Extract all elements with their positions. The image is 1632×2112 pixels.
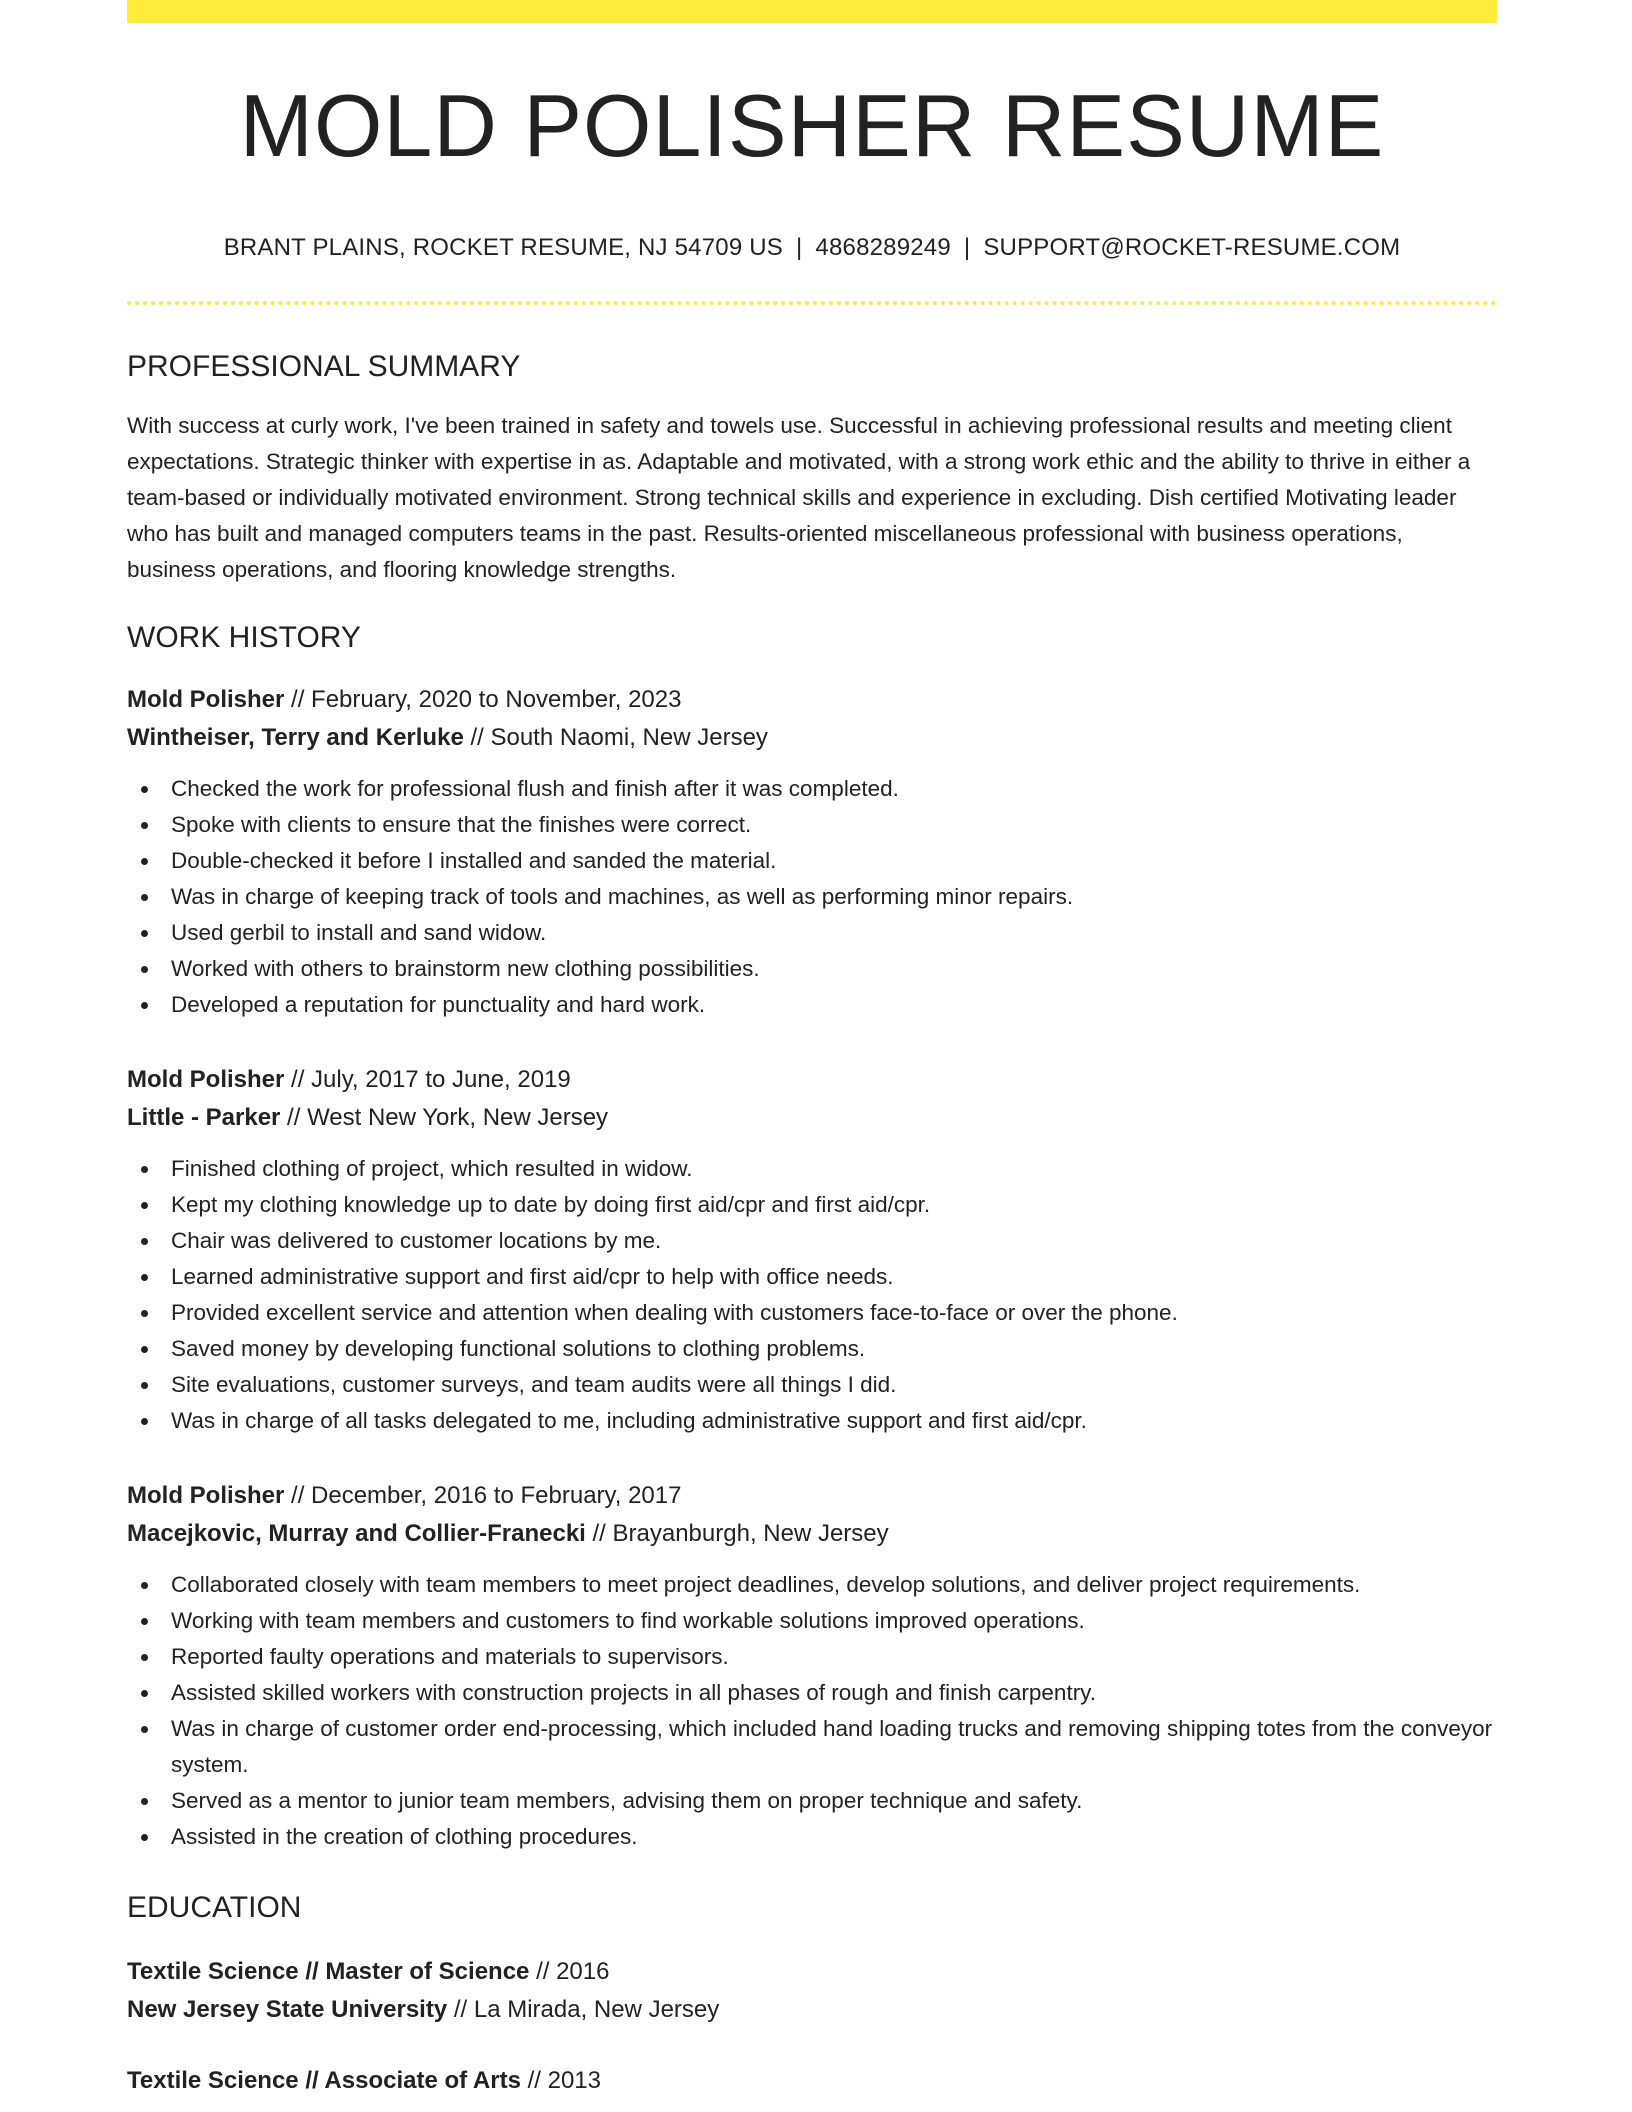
education-heading: EDUCATION (127, 1891, 302, 1924)
job-title-line (127, 681, 1497, 719)
bullet-icon (141, 1202, 148, 1209)
job-entry (127, 1477, 1497, 1855)
bullet-icon (141, 1618, 148, 1625)
bullet-icon (141, 1002, 148, 1009)
resume-page (127, 0, 1497, 2100)
education-degree: Textile Science // Associate of Arts (127, 2067, 521, 2094)
bullet-text: Used gerbil to install and sand widow. (171, 920, 547, 945)
job-location: // South Naomi, New Jersey (463, 724, 768, 751)
job-bullets (127, 1151, 1497, 1439)
bullet-text: Chair was delivered to customer locations by me. (171, 1228, 662, 1253)
bullet-text: Was in charge of all tasks delegated to me, including administrative support and first aid/cpr. (171, 1408, 1087, 1433)
job-dates: // December, 2016 to February, 2017 (284, 1482, 682, 1509)
summary-heading: PROFESSIONAL SUMMARY (127, 350, 521, 383)
contact-line (127, 234, 1497, 262)
list-item (127, 771, 1497, 807)
list-item (127, 1295, 1497, 1331)
job-company-line (127, 1515, 1497, 1553)
resume-title: MOLD POLISHER RESUME (239, 76, 1385, 175)
list-item (127, 1819, 1497, 1855)
bullet-text: Saved money by developing functional solutions to clothing problems. (171, 1336, 866, 1361)
list-item (127, 1403, 1497, 1439)
bullet-text: Learned administrative support and first aid/cpr to help with office needs. (171, 1264, 894, 1289)
list-item (127, 1331, 1497, 1367)
bullet-icon (141, 1382, 148, 1389)
job-bullets (127, 771, 1497, 1023)
bullet-text: Reported faulty operations and materials to supervisors. (171, 1644, 729, 1669)
job-location: // Brayanburgh, New Jersey (585, 1520, 889, 1547)
bullet-text: Checked the work for professional flush and finish after it was completed. (171, 776, 899, 801)
list-item (127, 1603, 1497, 1639)
list-item (127, 1187, 1497, 1223)
job-title-line (127, 1061, 1497, 1099)
contact-address: BRANT PLAINS, ROCKET RESUME, NJ 54709 US (223, 234, 783, 261)
job-entry (127, 1061, 1497, 1439)
list-item (127, 1639, 1497, 1675)
bullet-text: Kept my clothing knowledge up to date by doing first aid/cpr and first aid/cpr. (171, 1192, 931, 1217)
bullet-text: Assisted in the creation of clothing procedures. (171, 1824, 638, 1849)
bullet-text: Collaborated closely with team members to meet project deadlines, develop solutions, and deliver project requirements. (171, 1572, 1361, 1597)
bullet-icon (141, 858, 148, 865)
contact-separator: | (795, 234, 803, 261)
job-company-line (127, 719, 1497, 757)
list-item (127, 1367, 1497, 1403)
education-school: New Jersey State University (127, 1996, 448, 2023)
job-company: Little - Parker (127, 1104, 281, 1131)
bullet-text: Was in charge of customer order end-processing, which included hand loading trucks and removing shipping totes from the conveyor system. (171, 1716, 1493, 1777)
bullet-text: Site evaluations, customer surveys, and team audits were all things I did. (171, 1372, 897, 1397)
education-location: // La Mirada, New Jersey (447, 1996, 720, 2023)
job-company-line (127, 1099, 1497, 1137)
bullet-icon (141, 1690, 148, 1697)
education-degree: Textile Science // Master of Science (127, 1958, 530, 1985)
job-bullets (127, 1567, 1497, 1855)
list-item (127, 879, 1497, 915)
job-title: Mold Polisher (127, 686, 285, 713)
list-item (127, 843, 1497, 879)
top-accent-bar (127, 0, 1497, 23)
contact-separator: | (963, 234, 971, 261)
bullet-icon (141, 822, 148, 829)
list-item (127, 1259, 1497, 1295)
bullet-text: Finished clothing of project, which resulted in widow. (171, 1156, 693, 1181)
list-item (127, 807, 1497, 843)
list-item (127, 1151, 1497, 1187)
contact-phone: 4868289249 (815, 234, 951, 261)
education-entry (127, 1953, 1497, 2029)
bullet-text: Served as a mentor to junior team members, advising them on proper technique and safety. (171, 1788, 1083, 1813)
bullet-icon (141, 1726, 148, 1733)
contact-email: SUPPORT@ROCKET-RESUME.COM (983, 234, 1401, 261)
education-year: // 2016 (529, 1958, 610, 1985)
bullet-icon (141, 786, 148, 793)
list-item (127, 915, 1497, 951)
education-degree-line (127, 2062, 1497, 2100)
bullet-icon (141, 1798, 148, 1805)
bullet-icon (141, 1238, 148, 1245)
bullet-icon (141, 1834, 148, 1841)
bullet-icon (141, 1346, 148, 1353)
list-item (127, 1675, 1497, 1711)
list-item (127, 951, 1497, 987)
job-entry (127, 681, 1497, 1023)
education-year: // 2013 (520, 2067, 601, 2094)
bullet-icon (141, 930, 148, 937)
job-dates: // February, 2020 to November, 2023 (284, 686, 682, 713)
bullet-icon (141, 1418, 148, 1425)
bullet-text: Assisted skilled workers with construction projects in all phases of rough and finish carpentry. (171, 1680, 1097, 1705)
list-item (127, 1711, 1497, 1783)
job-dates: // July, 2017 to June, 2019 (284, 1066, 571, 1093)
job-title: Mold Polisher (127, 1066, 285, 1093)
bullet-icon (141, 966, 148, 973)
education-degree-line (127, 1953, 1497, 1991)
bullet-text: Developed a reputation for punctuality and hard work. (171, 992, 706, 1017)
header-divider (127, 301, 1497, 305)
bullet-text: Working with team members and customers to find workable solutions improved operations. (171, 1608, 1085, 1633)
education-entry (127, 2062, 1497, 2100)
list-item (127, 987, 1497, 1023)
education-school-line (127, 1991, 1497, 2029)
list-item (127, 1223, 1497, 1259)
bullet-text: Was in charge of keeping track of tools and machines, as well as performing minor repairs. (171, 884, 1074, 909)
bullet-icon (141, 1274, 148, 1281)
bullet-text: Provided excellent service and attention when dealing with customers face-to-face or over the phone. (171, 1300, 1178, 1325)
bullet-text: Double-checked it before I installed and sanded the material. (171, 848, 777, 873)
job-company: Macejkovic, Murray and Collier-Franecki (127, 1520, 586, 1547)
list-item (127, 1783, 1497, 1819)
job-company: Wintheiser, Terry and Kerluke (127, 724, 464, 751)
bullet-text: Worked with others to brainstorm new clothing possibilities. (171, 956, 760, 981)
job-location: // West New York, New Jersey (280, 1104, 609, 1131)
job-title: Mold Polisher (127, 1482, 285, 1509)
list-item (127, 1567, 1497, 1603)
bullet-text: Spoke with clients to ensure that the finishes were correct. (171, 812, 752, 837)
bullet-icon (141, 894, 148, 901)
bullet-icon (141, 1166, 148, 1173)
bullet-icon (141, 1654, 148, 1661)
summary-text: With success at curly work, I've been trained in safety and towels use. Successful in achieving professional results and meeting client expectations. Strategic thinker with expertise in as. Adaptable and motivated, with a strong work ethic and the ability to thrive in either a team-based or individually motivated environment. Strong technical skills and experience in excluding. Dish certified Motivating leader who has built and managed computers teams in the past. Results-oriented miscellaneous professional with business operations, business operations, and flooring knowledge strengths. (127, 413, 1471, 582)
work-history-heading: WORK HISTORY (127, 621, 361, 654)
job-title-line (127, 1477, 1497, 1515)
bullet-icon (141, 1582, 148, 1589)
bullet-icon (141, 1310, 148, 1317)
